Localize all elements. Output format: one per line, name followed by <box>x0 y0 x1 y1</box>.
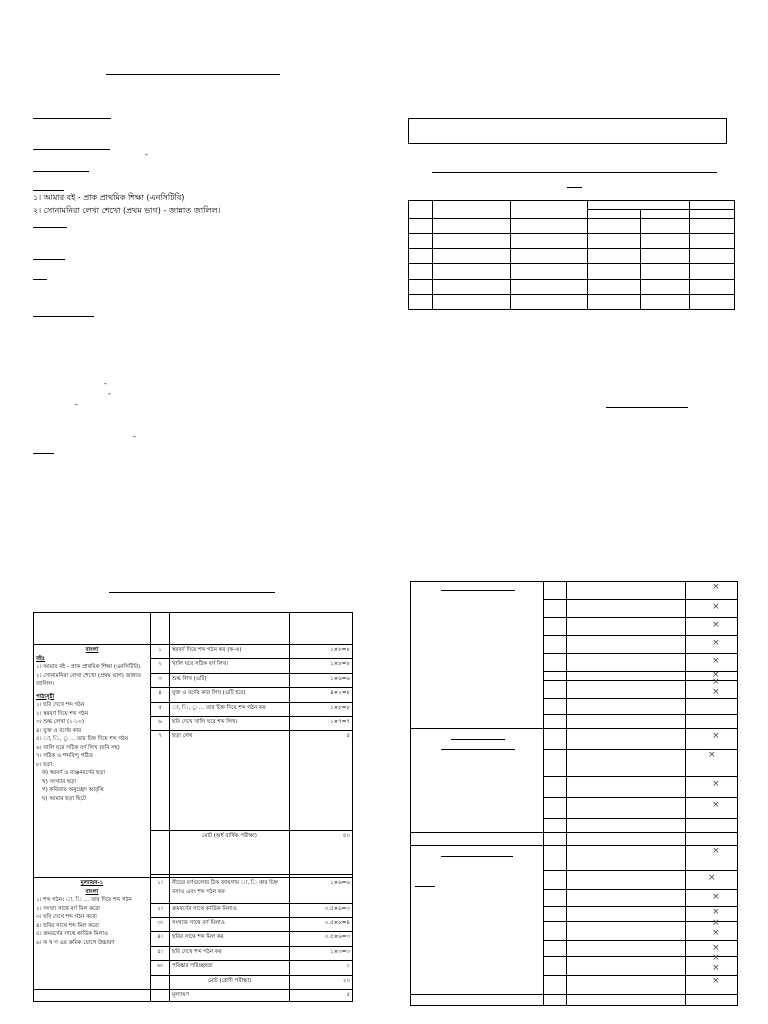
cross-mark: × <box>712 845 720 856</box>
syllabus-book-1: ১। আমার বই - প্রাক প্রাথমিক শিক্ষা (এনসিটিবি) <box>36 664 141 670</box>
row-number: ২ <box>151 659 170 673</box>
title-box <box>408 118 727 144</box>
row-number: ৪। <box>151 932 170 946</box>
signature-line <box>606 407 688 408</box>
syllabus-book-2: ২। সোনামনিরা লেখা শেখো (প্রথম ভাগ) জান্নাত জালিল। <box>36 672 142 687</box>
total-half-yearly: ৫০ <box>290 831 353 875</box>
dash-mark: - <box>133 432 136 441</box>
heading-line-5 <box>33 227 67 228</box>
heading-line-8 <box>33 316 94 317</box>
dash-mark: - <box>145 150 148 159</box>
row-description: ছড়া লেখ <box>170 731 290 831</box>
content-subitem: গ) কবিতার অনুচ্ছেদ আবৃত্তি <box>42 787 104 793</box>
schedule-table <box>408 200 735 310</box>
row-number: ৩ <box>151 673 170 687</box>
eval-item: ৪। ছবির সাথে শব্দ মিল করো <box>36 922 99 929</box>
content-subitem: খ) সংখ্যার ছড়া <box>42 778 76 785</box>
book-item-1: ১। আমার বই - প্রাক প্রাথমিক শিক্ষা (এনসিটিবি) <box>33 193 185 202</box>
row-marks: ৫ <box>290 731 353 831</box>
cross-mark: × <box>712 730 720 741</box>
row-number: ৬। <box>151 961 170 975</box>
content-item: ৫। া, ি, ু ... তার চিহ্ন দিয়ে শব্দ গঠন <box>36 736 129 742</box>
cross-mark: × <box>712 906 720 917</box>
heading-line-4 <box>33 190 64 191</box>
cross-mark: × <box>712 601 720 612</box>
syllabus-title-underline <box>109 592 275 593</box>
row-marks: ১×৬=৬ <box>290 878 353 903</box>
row-number: ২। <box>151 903 170 917</box>
cross-mark: × <box>712 655 720 666</box>
row-description: পরিষ্কার পরিচ্ছন্নতা <box>170 961 290 975</box>
content-item: ২। স্বরবর্ণ দিয়ে শব্দ গঠন <box>36 710 89 717</box>
content-item: ৭। সঠিক ও শব্দবিন্দু গঠিত <box>36 753 93 759</box>
dash-mark: - <box>75 400 78 409</box>
row-number: ১ <box>151 645 170 659</box>
row-description: শুদ্ধ লিখ (এটি) <box>170 673 290 687</box>
table-subtitle-underline <box>567 187 582 188</box>
subject-title-2: বাংলা <box>85 888 99 895</box>
cross-mark: × <box>712 582 720 592</box>
evaluation-label: মূল্যায়ন-১ <box>80 880 104 887</box>
row-marks: ১×৬=৬ <box>290 673 353 687</box>
cross-mark: × <box>712 637 720 648</box>
row-marks: ০.৫×৬=৩ <box>290 932 353 946</box>
cross-mark: × <box>712 779 720 790</box>
final-eval-label: মূল্যায়ণ <box>170 990 290 1002</box>
heading-line-6 <box>33 259 65 260</box>
content-subitem: ঘ) আমার ছড়া ছিটে <box>42 795 86 802</box>
row-description: ছবি দেখে শব্দ গঠন কর <box>170 946 290 960</box>
total-class-test-label: মোট (শ্রেণী পরীক্ষা) <box>170 975 290 989</box>
heading-line-9 <box>33 453 54 454</box>
row-marks: ১ <box>290 961 353 975</box>
cross-mark: × <box>712 619 720 630</box>
row-marks: ০.৫×৬=৩ <box>290 903 353 917</box>
dash-mark: - <box>104 379 107 388</box>
cross-mark: × <box>712 927 720 938</box>
row-number: ৫। <box>151 946 170 960</box>
cross-mark: × <box>712 953 720 964</box>
row-number: ৬ <box>151 717 170 731</box>
row-marks: ১×৮=৮ <box>290 702 353 716</box>
content-item: ৪। যুক্ত ও বর্ণের কার <box>36 727 82 734</box>
eval-item: ৩। ছবি দেখে শব্দ গঠন করো <box>36 914 97 921</box>
row-description: ক্রমবর্ণের সাথে কার্ডিক মিলাও <box>170 903 290 917</box>
content-item: ১। ছবি দেখে শব্দ গঠন <box>36 702 85 708</box>
total-class-test: ২০ <box>290 975 353 989</box>
row-marks: ৪×২=৮ <box>290 688 353 702</box>
row-description: খালি ঘরে সঠিক বর্ণ লিখ। <box>170 659 290 673</box>
eval-item: ৫। ক্রমবর্ণের সাথে কার্ডিক মিলাও <box>36 931 109 938</box>
cross-mark: × <box>712 891 720 902</box>
books-label: বইঃ <box>36 655 45 662</box>
row-marks: ১×৮=৮ <box>290 645 353 659</box>
row-description: ছবির সাথে শব্দ মিল কর <box>170 932 290 946</box>
row-description: া, ি, ু ... তার চিহ্ন দিয়ে শব্দ গঠন কর <box>170 702 290 716</box>
row-marks: ১×৮=৮ <box>290 659 353 673</box>
row-number: ১। <box>151 878 170 903</box>
cross-mark: × <box>712 963 720 974</box>
row-marks: ১×৭=৭ <box>290 717 353 731</box>
total-half-yearly-label: মোট (অর্ধ বার্ষিক পরীক্ষা) <box>170 831 290 875</box>
cross-mark: × <box>712 942 720 953</box>
content-subitem: ক) স্বরবর্ণ ও ব্যঞ্জনবর্ণের ছড়া <box>42 770 105 776</box>
row-marks: ১×৩=৩ <box>290 946 353 960</box>
cross-mark: × <box>708 872 716 883</box>
eval-item: ১। শব্দ গঠন। া, ি ... তার দিয়ে শব্দ গঠন <box>36 897 132 904</box>
table-title-underline <box>432 172 717 173</box>
row-marks: ০.৫×৮=৪ <box>290 917 353 931</box>
eval-item: ৬। ক খ গ এর ক্রমিক যোগে উচ্চারণ <box>36 939 115 946</box>
cross-mark: × <box>712 677 720 688</box>
heading-line-2 <box>33 149 110 150</box>
cross-mark: × <box>712 687 720 698</box>
row-number: ৭ <box>151 731 170 831</box>
row-description: সংখ্যার সাথে বর্ণ মিলাও <box>170 917 290 931</box>
cross-mark: × <box>712 800 720 811</box>
title-underline <box>106 74 280 75</box>
row-number: ৪ <box>151 688 170 702</box>
syllabus-table <box>33 612 353 1002</box>
cross-mark: × <box>712 917 720 928</box>
row-number: ৩। <box>151 917 170 931</box>
row-description: ছবি দেখে খালি ঘরে শব্দ লিখ। <box>170 717 290 731</box>
eval-item: ২। সংখ্যা সাথে বর্ণ মিল করো <box>36 905 100 912</box>
heading-line-3 <box>33 171 89 172</box>
content-item: ৬। খালি ঘরে সঠিক বর্ণ লিখ (ছবি সহ) <box>36 744 120 751</box>
cross-mark: × <box>708 749 716 760</box>
final-eval: ৫ <box>290 990 353 1002</box>
content-item: ৩। শুদ্ধ লেখা (১-১০) <box>36 719 85 725</box>
content-item: ৮। ছড়া: <box>36 761 54 768</box>
content-label: পাঠ্যসূচী <box>36 693 55 700</box>
dash-mark: - <box>108 389 111 398</box>
heading-line-1 <box>33 118 111 119</box>
row-description: নীচের বর্ণগুলোর ঠিক জায়গায় া, ি কার চিহ্ন বসাও এবং শব্দ গঠন কর <box>170 878 290 903</box>
book-item-2: ২। সোনামনিরা লেখা শেখো (প্রথম ভাগ) - জান্নাত জালিল। <box>33 206 221 215</box>
cross-mark: × <box>712 669 720 680</box>
cross-mark: × <box>712 976 720 987</box>
row-number: ৫ <box>151 702 170 716</box>
row-description: যুক্ত ও বর্ণের কার লিখ (এটি হবে) <box>170 688 290 702</box>
heading-line-7 <box>33 279 47 280</box>
subject-title: বাংলা <box>85 647 99 653</box>
marks-grid <box>410 581 738 1006</box>
row-description: স্বরবর্ণ দিয়ে শব্দ গঠন কর (ক-ঙ) <box>170 645 290 659</box>
